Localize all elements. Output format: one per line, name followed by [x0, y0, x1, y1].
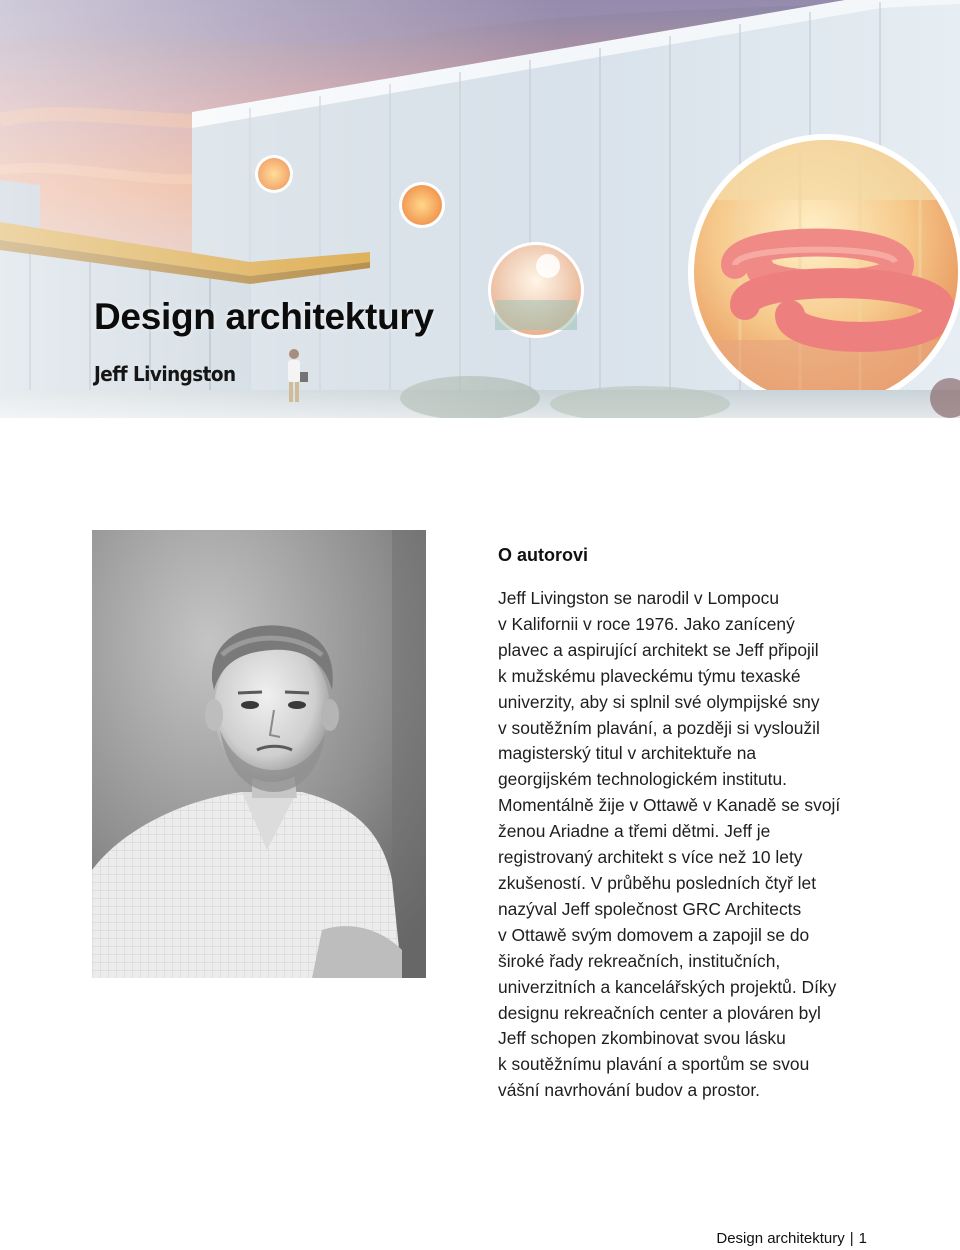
paragraph-line: v Ottawě svým domovem a zapojil se do [498, 924, 810, 945]
footer-separator: | [849, 1230, 854, 1247]
paragraph-line: v soutěžním plavání, a později si vysloužil [498, 717, 820, 738]
author-portrait [92, 530, 426, 978]
paragraph-line: široké řady rekreačních, institučních, [498, 950, 781, 971]
paragraph-line: Momentálně žije v Ottawě v Kanadě se svojí [498, 795, 841, 816]
paragraph-line: univerzity, aby si splnil své olympijské sny [498, 691, 820, 712]
page-footer [716, 1230, 867, 1247]
paragraph-line: magisterský titul v architektuře na [498, 743, 757, 764]
paragraph-line: univerzitních a kancelářských projektů. Díky [498, 976, 837, 997]
paragraph-line: k mužskému plaveckému týmu texaské [498, 665, 801, 686]
paragraph-line: zkušeností. V průběhu posledních čtyř let [498, 872, 817, 893]
paragraph-line: Jeff schopen zkombinovat svou lásku [498, 1028, 786, 1049]
paragraph-line: designu rekreačních center a plováren byl [498, 1002, 821, 1023]
page-number: 1 [858, 1230, 867, 1247]
paragraph-line: vášní navrhování budov a prostor. [498, 1080, 760, 1101]
building-illustration [0, 0, 960, 418]
about-paragraph [498, 586, 898, 1104]
hero-banner [0, 0, 960, 418]
paragraph-line: v Kalifornii v roce 1976. Jako zanícený [498, 613, 795, 634]
footer-title: Design architektury [716, 1230, 845, 1247]
paragraph-line: registrovaný architekt s více než 10 lety [498, 847, 803, 868]
paragraph-line: ženou Ariadne a třemi dětmi. Jeff je [498, 821, 771, 842]
about-heading: O autorovi [498, 545, 589, 565]
portrait-image [92, 530, 426, 978]
author-name: Jeff Livingston [94, 362, 236, 386]
paragraph-line: k soutěžnímu plavání a sportům se svou [498, 1054, 810, 1075]
paragraph-line: nazýval Jeff společnost GRC Architects [498, 898, 802, 919]
paragraph-line: georgijském technologickém institutu. [498, 769, 788, 790]
paragraph-line: Jeff Livingston se narodil v Lompocu [498, 588, 779, 608]
document-title: Design architektury [94, 296, 434, 337]
paragraph-line: plavec a aspirující architekt se Jeff připojil [498, 639, 819, 660]
